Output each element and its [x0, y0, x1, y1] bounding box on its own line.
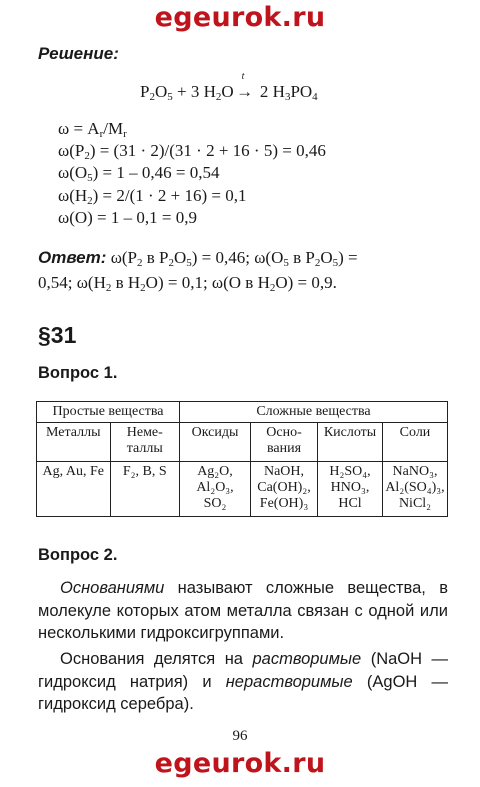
header-salts: Соли — [383, 423, 448, 462]
solution-label: Решение: — [38, 44, 119, 63]
question-2-title: Вопрос 2. — [38, 546, 118, 564]
cell-line: Al₂(SO₄)₃, — [385, 480, 445, 495]
cell-line: Ca(OH)₂, — [257, 480, 311, 495]
cell-line: HCl — [338, 496, 362, 511]
answer-line-2: 0,54; $\omega(H_2$ в $H_2O) = 0,1$; ω(O в $H_2O) = 0,9$. — [38, 273, 337, 294]
cell-line: Al₂O₃, — [196, 480, 234, 495]
cell-nonmetals: F₂, B, S — [110, 462, 179, 517]
formula-line-3: $\omega(O_5) = 1 - 0,46 = 0,54$ — [58, 163, 220, 184]
cell-oxides — [180, 462, 251, 517]
cell-line: NiCl₂ — [398, 496, 432, 511]
question-1-title: Вопрос 1. — [38, 364, 118, 382]
site-watermark-bottom[interactable]: egeurok.ru — [154, 748, 326, 779]
formula-line-5: ω(O) = 1 – 0,1 = 0,9 — [58, 208, 197, 227]
header-nonmetals: Неме-таллы — [110, 423, 179, 462]
cell-line: H₂SO₄, — [329, 464, 371, 479]
cell-bases — [251, 462, 318, 517]
header-metals: Металлы — [37, 423, 111, 462]
formula-line-1: $\omega = A_r/M_r$ — [58, 119, 127, 140]
cell-metals: Ag, Au, Fe — [37, 462, 111, 517]
formula-line-2: $\omega(P_2) = (31 \cdot 2)/(31 \cdot 2 + 16 \cdot 5) = 0,46$ — [58, 141, 326, 162]
cell-acids — [318, 462, 383, 517]
header-acids: Кислоты — [318, 423, 383, 462]
reaction-equation: $P_2O_5 + 3$ $H_2O$ t → 2 $H_3PO_4$ — [140, 71, 318, 103]
substances-table — [36, 401, 448, 517]
cell-line: Ag₂O, — [197, 464, 233, 479]
paragraph-classification: Основания делятся на растворимые (NaOH — гидроксид натрия) и нерастворимые (AgOH — гидроксид серебра). — [38, 650, 449, 713]
cell-line: SO₂ — [203, 496, 227, 511]
cell-line: HNO₃, — [330, 480, 370, 495]
page-number: 96 — [232, 728, 248, 744]
answer-line-1: Ответ: $\omega(P_2$ в $P_2O_5) = 0,46$; $\omega(O_5$ в $P_2O_5$) = — [38, 248, 358, 269]
header-simple: Простые вещества — [37, 402, 180, 423]
paragraph-definition: Основаниями называют сложные вещества, в молекуле которых атом металла связан с одной или несколькими гидроксигруппами. — [38, 579, 448, 642]
header-bases: Осно-вания — [251, 423, 318, 462]
cell-line: NaNO₃, — [392, 464, 438, 479]
cell-line: NaOH, — [263, 464, 305, 479]
cell-salts — [383, 462, 448, 517]
cell-line: Fe(OH)₃ — [259, 496, 309, 511]
header-oxides: Оксиды — [180, 423, 251, 462]
formula-line-4: $\omega(H_2) = 2/(1 \cdot 2 + 16) = 0,1$ — [58, 186, 247, 207]
section-heading: §31 — [38, 322, 77, 348]
header-complex: Сложные вещества — [180, 402, 448, 423]
reaction-arrow-icon: t → — [236, 71, 254, 101]
answer-label: Ответ: — [38, 248, 107, 267]
site-watermark-top[interactable]: egeurok.ru — [154, 2, 326, 33]
